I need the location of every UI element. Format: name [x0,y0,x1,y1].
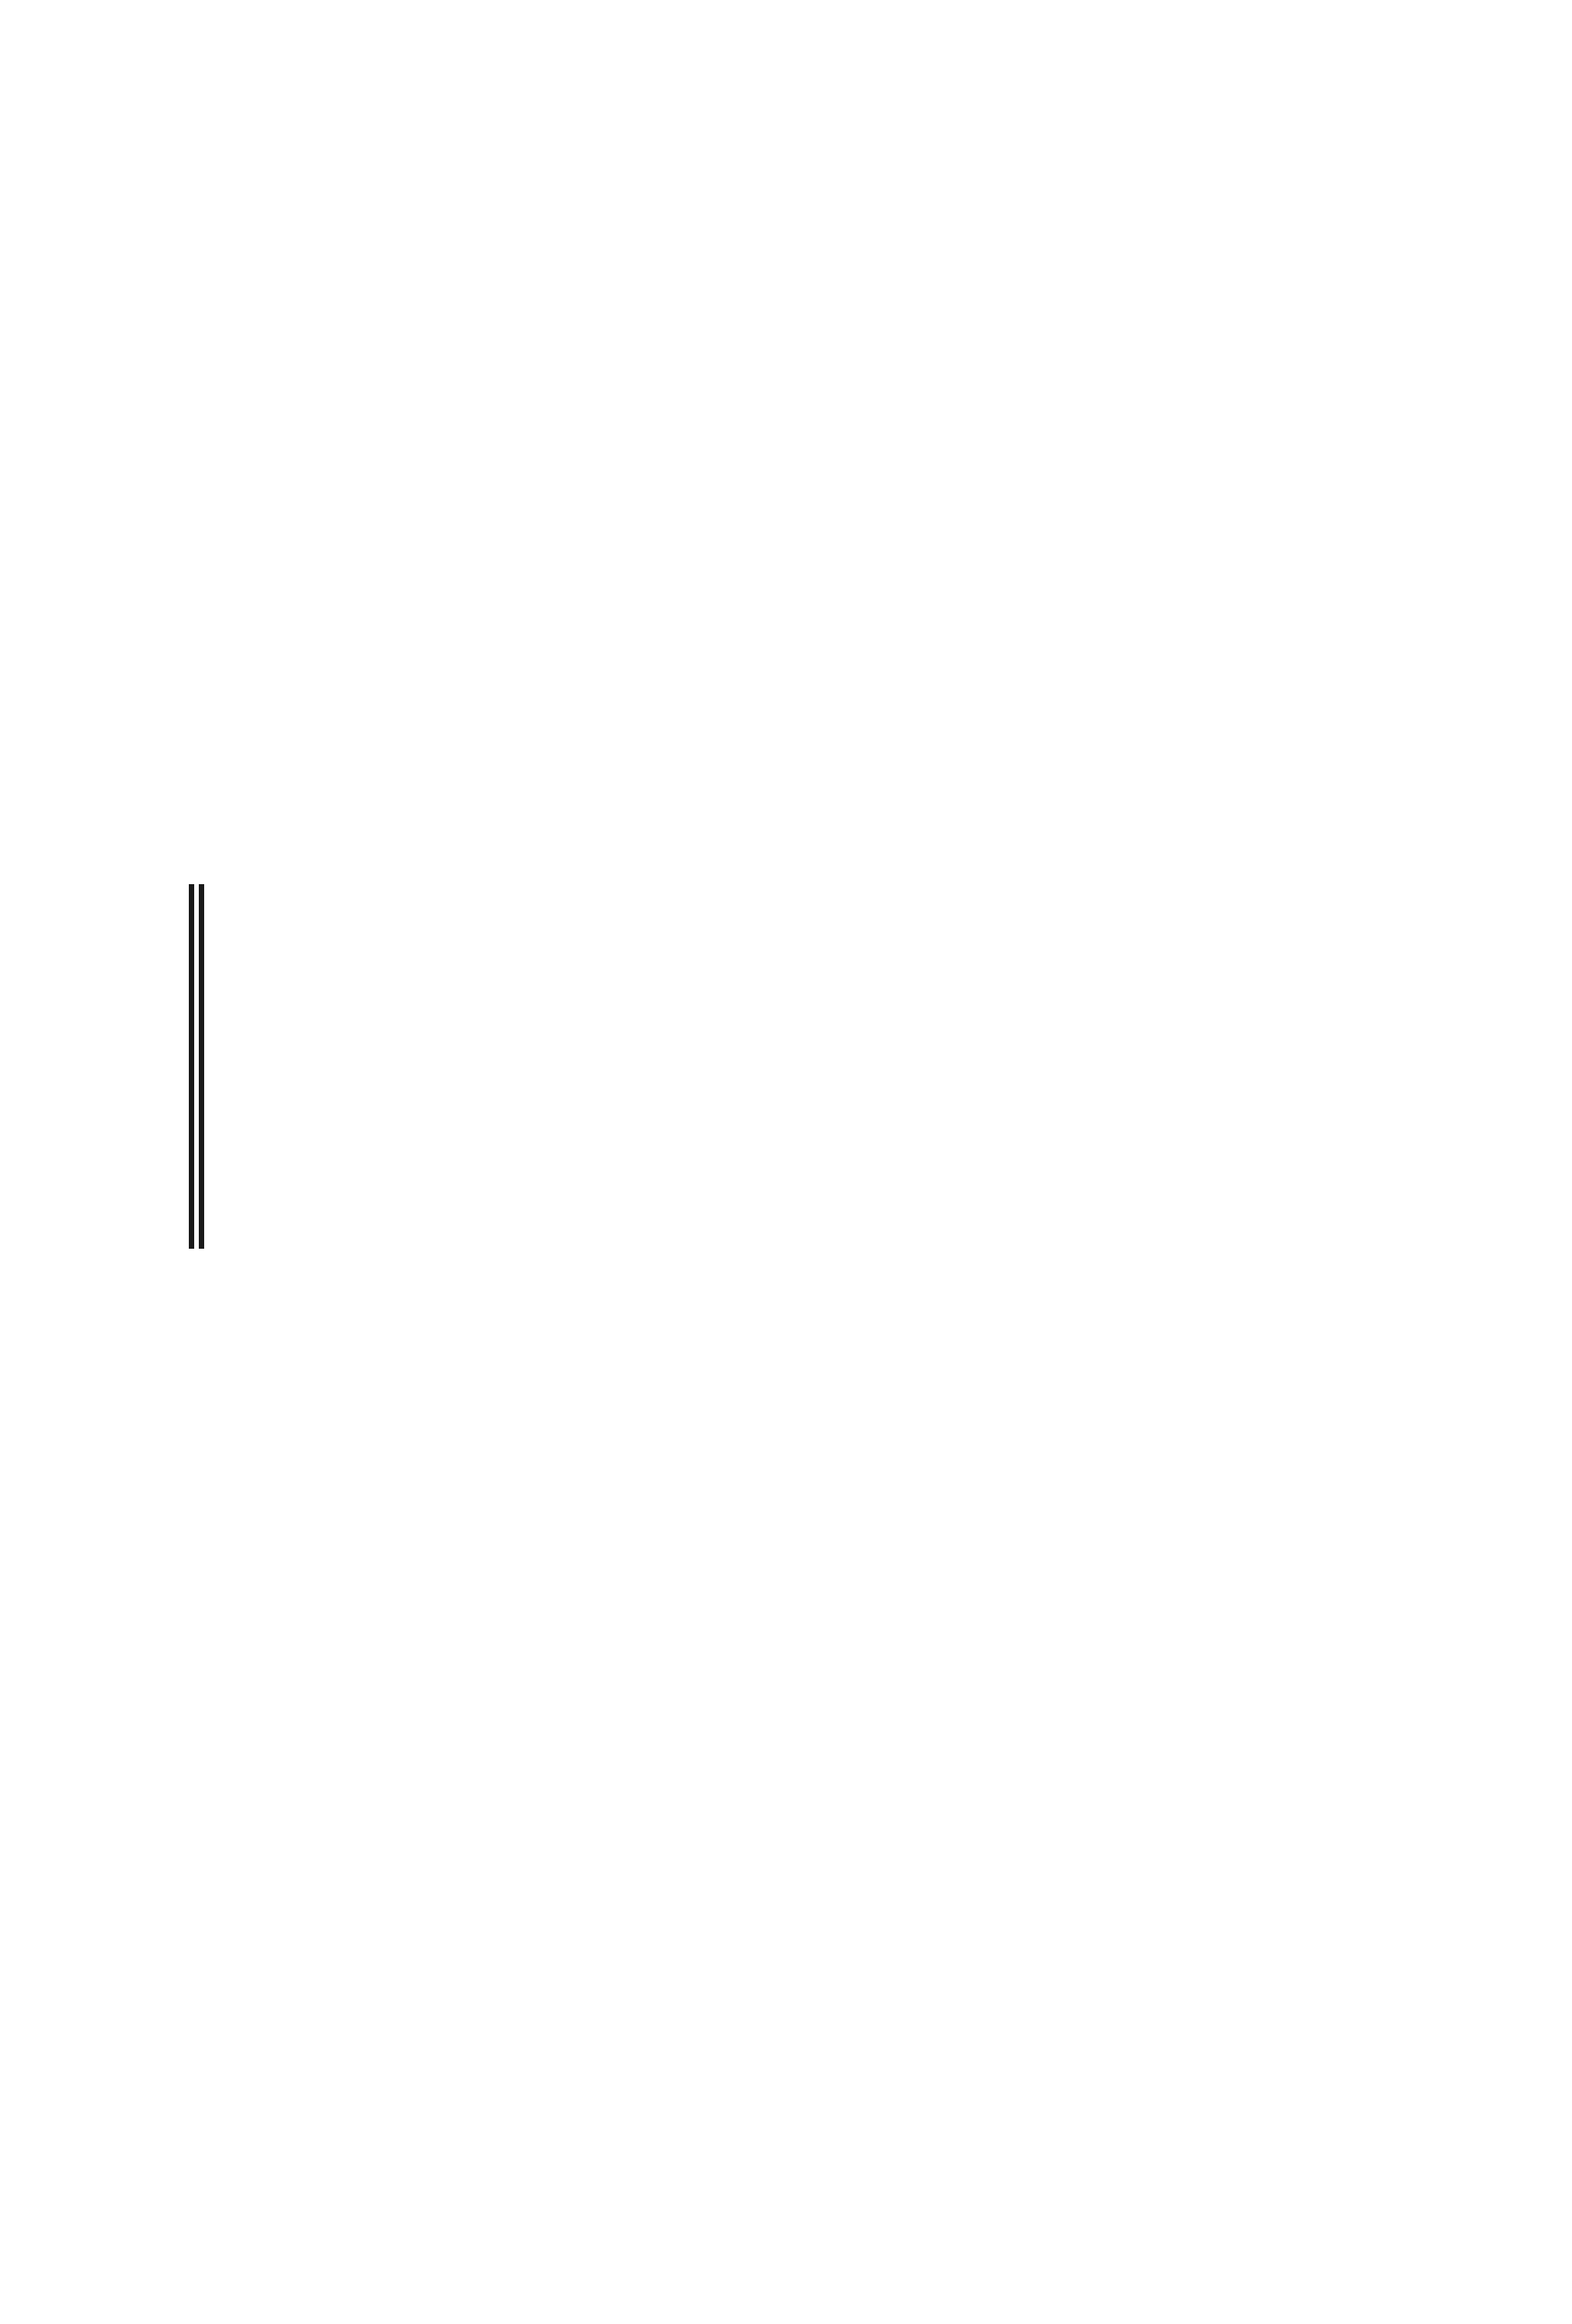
tasks-box [189,884,1478,1249]
tasks-border-line [189,884,194,1249]
tasks-border-line [199,884,204,1249]
